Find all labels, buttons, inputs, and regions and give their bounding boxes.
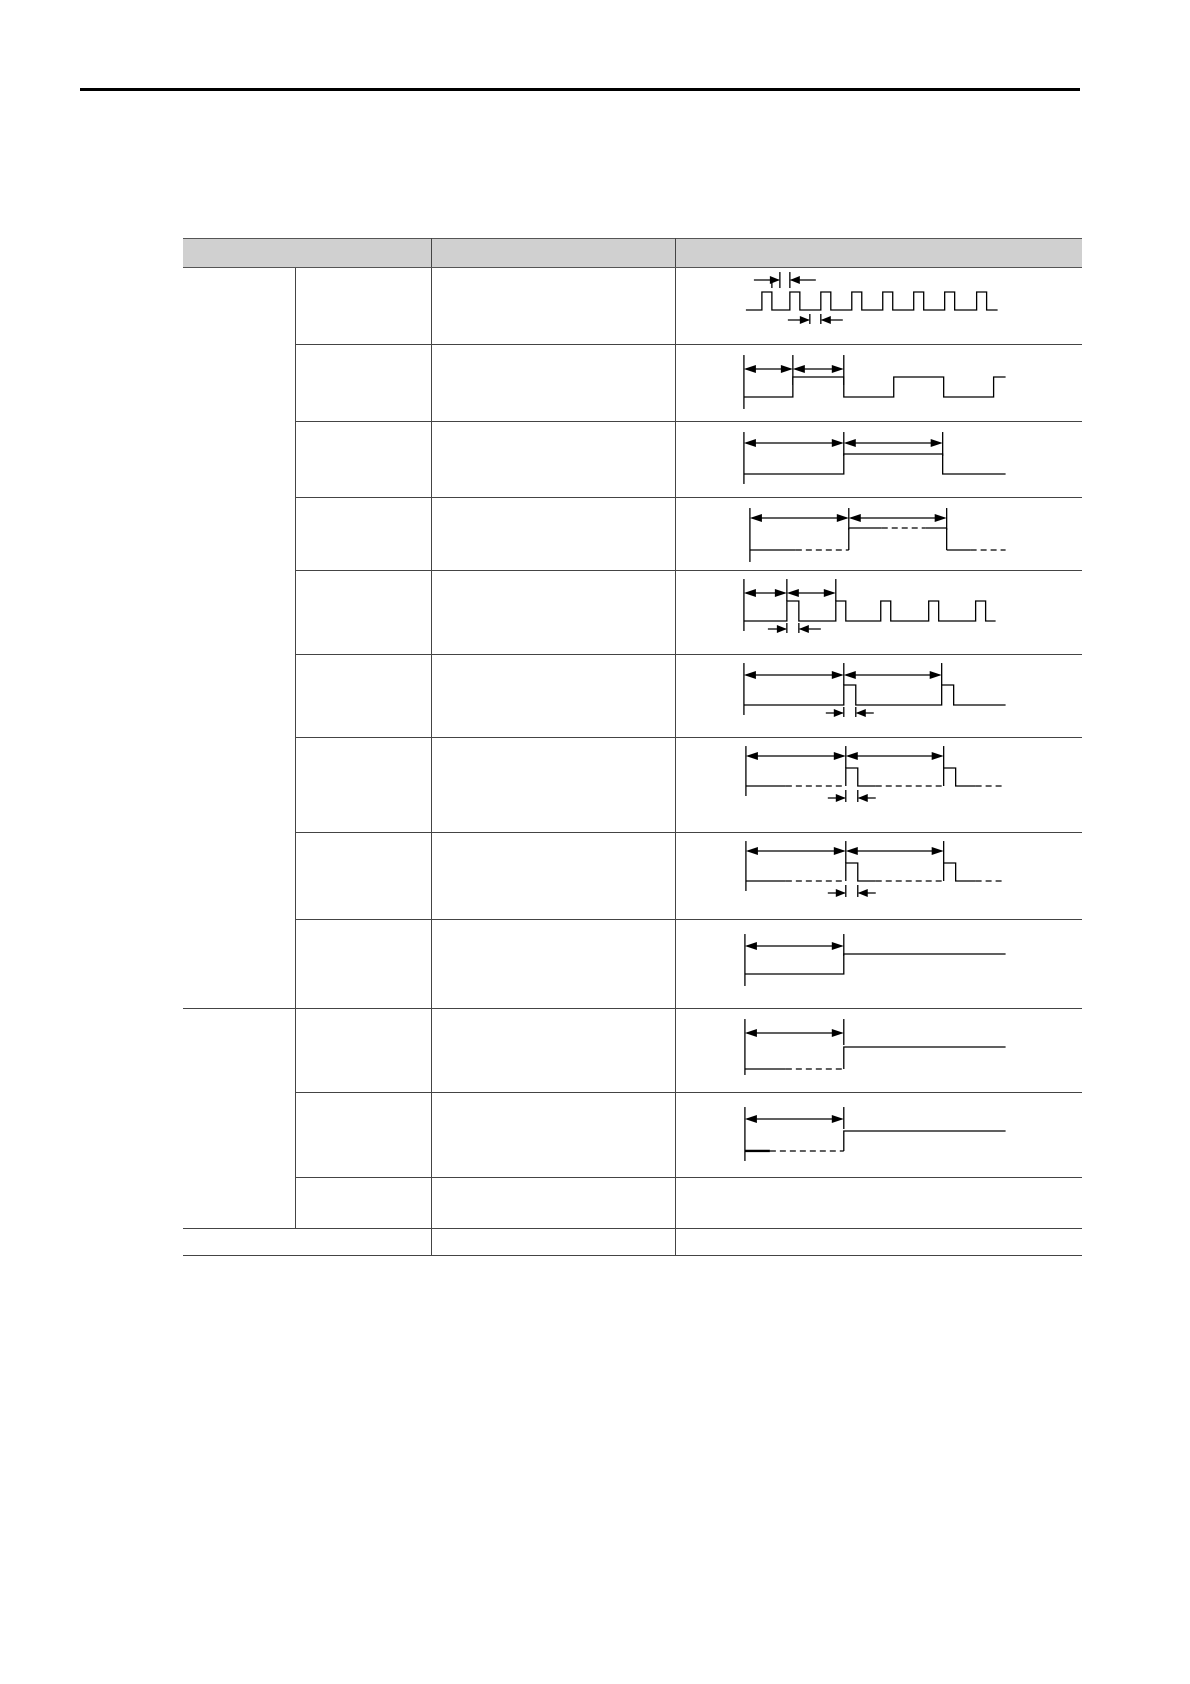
row-description-cell (431, 1178, 675, 1229)
waveform-cell (675, 920, 1082, 1009)
step-on-dashed-2-waveform (676, 1093, 1083, 1177)
table-footer-row (183, 1229, 1082, 1256)
header-rule (80, 88, 1080, 91)
table-row (183, 345, 1082, 422)
footer-name-cell (183, 1229, 431, 1256)
periodic-pulse-waveform (676, 655, 1083, 737)
column-header-waveform (675, 239, 1082, 268)
periodic-pulse-dashed-waveform (676, 738, 1083, 832)
table-row (183, 498, 1082, 571)
waveform-cell (675, 1009, 1082, 1093)
table-row (183, 268, 1082, 345)
footer-waveform-cell (675, 1229, 1082, 1256)
row-name-cell (295, 655, 431, 738)
periodic-pulse-dashed-2-waveform (676, 833, 1083, 919)
row-name-cell (295, 571, 431, 655)
row-name-cell (295, 833, 431, 920)
square-wave-waveform (676, 345, 1083, 421)
pulse-train-waveform (676, 268, 1083, 344)
row-description-cell (431, 498, 675, 571)
waveform-cell (675, 738, 1082, 833)
table-row (183, 833, 1082, 920)
row-name-cell (295, 268, 431, 345)
waveform-cell (675, 268, 1082, 345)
waveform-cell (675, 498, 1082, 571)
waveform-cell (675, 833, 1082, 920)
footer-description-cell (431, 1229, 675, 1256)
row-description-cell (431, 1009, 675, 1093)
row-description-cell (431, 738, 675, 833)
row-name-cell (295, 422, 431, 498)
table-row (183, 1178, 1082, 1229)
row-description-cell (431, 345, 675, 422)
row-description-cell (431, 571, 675, 655)
waveform-spec-table (183, 238, 1082, 1256)
gated-pulse-train-waveform (676, 571, 1083, 654)
row-description-cell (431, 920, 675, 1009)
single-cycle-dashed-waveform (676, 498, 1083, 570)
group-cell-2 (183, 1009, 295, 1229)
table-row (183, 920, 1082, 1009)
single-cycle-waveform (676, 422, 1083, 497)
step-on-waveform (676, 920, 1083, 1008)
row-name-cell (295, 1093, 431, 1178)
table-row (183, 1009, 1082, 1093)
waveform-cell (675, 571, 1082, 655)
row-description-cell (431, 833, 675, 920)
row-description-cell (431, 268, 675, 345)
table-row (183, 422, 1082, 498)
row-name-cell (295, 1009, 431, 1093)
table-row (183, 738, 1082, 833)
table-header-row (183, 239, 1082, 268)
table-row (183, 1093, 1082, 1178)
table-row (183, 655, 1082, 738)
row-name-cell (295, 1178, 431, 1229)
waveform-cell (675, 1178, 1082, 1229)
row-name-cell (295, 738, 431, 833)
row-description-cell (431, 1093, 675, 1178)
row-description-cell (431, 655, 675, 738)
column-header-item (183, 239, 431, 268)
waveform-cell (675, 345, 1082, 422)
column-header-description (431, 239, 675, 268)
row-name-cell (295, 345, 431, 422)
waveform-cell (675, 1093, 1082, 1178)
row-name-cell (295, 498, 431, 571)
waveform-cell (675, 422, 1082, 498)
table-row (183, 571, 1082, 655)
waveform-cell (675, 655, 1082, 738)
step-on-dashed-waveform (676, 1009, 1083, 1092)
group-cell-1 (183, 268, 295, 1009)
row-description-cell (431, 422, 675, 498)
row-name-cell (295, 920, 431, 1009)
